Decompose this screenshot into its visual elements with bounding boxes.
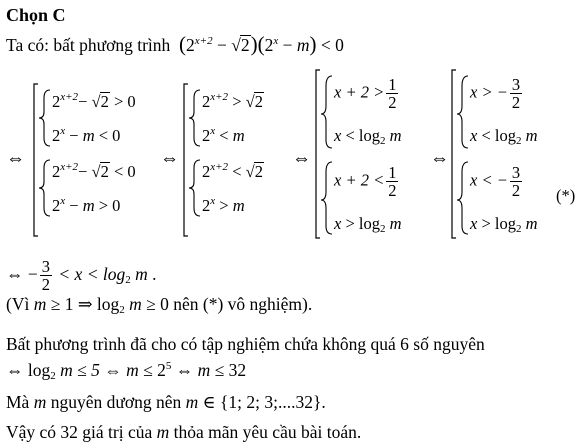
eq-row: $2^{x+2} > √2$ (202, 91, 263, 111)
paren: ) (309, 32, 317, 56)
conclusion-line: Vậy có 32 giá trị của m thỏa mãn yêu cầu bài toán. (6, 422, 362, 442)
star-label: (*) (556, 186, 576, 205)
equiv-symbol: ⇔ (430, 148, 449, 169)
result-line: ⇔ − $\frac{3}{2}$ < $x < \log_2 m$ . (6, 257, 157, 295)
base: 2 (186, 35, 195, 55)
eq-row: $x > \log_2 m$ (470, 214, 538, 235)
eq-row: x > − $\frac{3}{2}$ (470, 75, 521, 113)
paren: )( (250, 32, 265, 56)
eq-row: $2^{x+2}- √2 > 0$ (52, 91, 136, 111)
equiv-symbol: ⇔ (160, 148, 179, 169)
equiv-symbol: ⇔ (6, 148, 25, 169)
equiv-symbol: ⇔ (292, 148, 311, 169)
eq-row: $x < \log_2 m$ (470, 126, 538, 147)
exponent: x+2 (194, 35, 213, 47)
sqrt-arg: 2 (240, 35, 250, 55)
exponent: x (273, 35, 279, 47)
eq-row: $x < \log_2 m$ (334, 126, 402, 147)
eq-row: $2^x - m > 0$ (52, 195, 121, 215)
eq-row: x + 2 > $\frac{1}{2}$ (334, 75, 397, 113)
intro-text: Ta có: bất phương trình (6, 35, 171, 55)
relation: < 0 (320, 35, 344, 55)
eq-row: $x > \log_2 m$ (334, 214, 402, 235)
set-line: Mà m nguyên dương nên m ∈ {1; 2; 3;....32}. (6, 392, 326, 412)
eq-row: x < − $\frac{3}{2}$ (470, 163, 521, 201)
eq-row: $2^{x+2}- √2 < 0$ (52, 161, 136, 181)
minus: − (282, 35, 293, 55)
base: 2 (264, 35, 274, 55)
main-inequality: $(2^{x+2} - √2)(2^x - m) < 0$ (179, 32, 344, 56)
chain-line: ⇔ $\log_2 m \le 5$ ⇔ $m \le 2^5$ ⇔ m ≤ 32 (6, 360, 247, 382)
note-line: (Vì m ≥ 1 ⇒ $\log_2 m \ge 0$ nên (*) vô nghiệm). (6, 294, 313, 316)
eq-row: $2^x - m < 0$ (52, 125, 121, 145)
statement-line: Bất phương trình đã cho có tập nghiệm chứa không quá 6 số nguyên (6, 334, 485, 354)
var-m: m (296, 35, 310, 55)
paren: ( (179, 32, 187, 56)
eq-row: $2^x < m$ (202, 125, 245, 145)
eq-row: x + 2 < $\frac{1}{2}$ (334, 163, 397, 201)
eq-row: $2^{x+2} < √2$ (202, 161, 263, 181)
answer-heading: Chọn C (6, 5, 66, 25)
eq-row: $2^x > m$ (202, 195, 245, 215)
minus: − (216, 35, 227, 55)
